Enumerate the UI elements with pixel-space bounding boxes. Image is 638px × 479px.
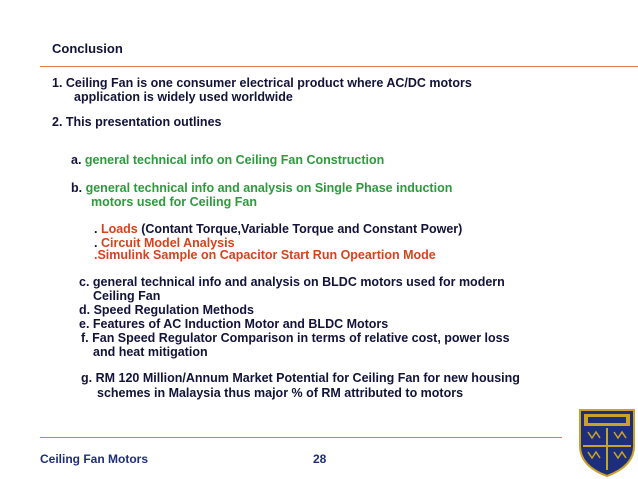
item-d: d. Speed Regulation Methods (79, 303, 255, 317)
loads-rest: (Contant Torque,Variable Torque and Constant Power) (137, 222, 463, 236)
point-1-line-2: application is widely used worldwide (74, 90, 293, 104)
item-g-line-2: schemes in Malaysia thus major % of RM attributed to motors (97, 386, 464, 400)
footer-title: Ceiling Fan Motors (40, 452, 148, 466)
item-c-line-2: Ceiling Fan (93, 289, 161, 303)
circuit-prefix: . (94, 236, 101, 250)
circuit-text: Circuit Model Analysis (100, 236, 235, 250)
item-b-prefix: b. (71, 181, 86, 195)
footer-divider (40, 437, 562, 438)
sub-item-loads (94, 222, 462, 236)
item-b-line-1 (71, 181, 452, 195)
loads-prefix: . (94, 222, 101, 236)
slide-title: Conclusion (52, 41, 123, 56)
item-e: e. Features of AC Induction Motor and BLDC Motors (79, 317, 389, 331)
point-1-line-1: 1. Ceiling Fan is one consumer electrical product where AC/DC motors (52, 76, 472, 90)
title-divider (40, 66, 638, 67)
item-c-line-1: c. general technical info and analysis on BLDC motors used for modern (79, 275, 505, 289)
item-b-text: general technical info and analysis on Single Phase induction (85, 181, 453, 195)
sub-item-simulink: .Simulink Sample on Capacitor Start Run Opeartion Mode (94, 248, 436, 262)
page-number: 28 (313, 452, 327, 466)
item-a (71, 153, 384, 167)
university-crest-icon (576, 408, 638, 478)
item-b-line-2: motors used for Ceiling Fan (91, 195, 257, 209)
item-a-prefix: a. (71, 153, 85, 167)
loads-word: Loads (100, 222, 138, 236)
item-f-line-1: f. Fan Speed Regulator Comparison in terms of relative cost, power loss (81, 331, 510, 345)
item-g-line-1: g. RM 120 Million/Annum Market Potential for Ceiling Fan for new housing (81, 371, 520, 385)
item-a-text: general technical info on Ceiling Fan Construction (84, 153, 385, 167)
item-f-line-2: and heat mitigation (93, 345, 208, 359)
point-2: 2. This presentation outlines (52, 115, 222, 129)
